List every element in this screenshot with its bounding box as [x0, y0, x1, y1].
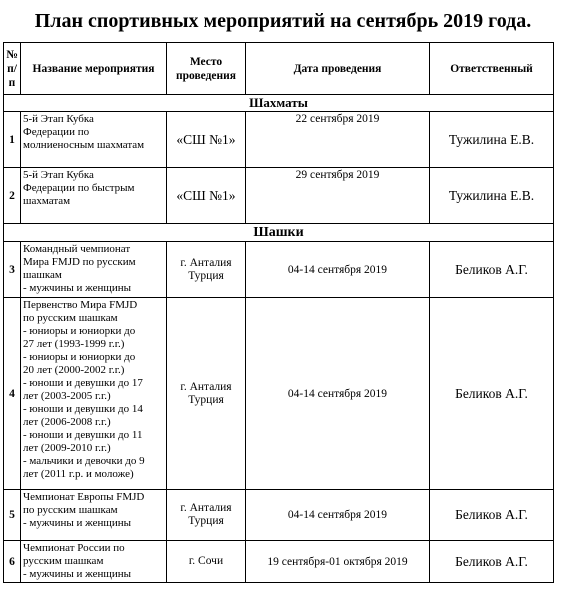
row-number: 3 [4, 242, 21, 298]
header-responsible: Ответственный [430, 43, 554, 95]
header-row [4, 43, 554, 95]
event-place-line: г. Сочи [188, 555, 224, 567]
event-place-line: Турция [188, 393, 224, 406]
event-date: 29 сентября 2019 [246, 168, 430, 224]
event-name-line: по русским шашкам [23, 504, 118, 516]
header-num-line: п [8, 76, 16, 89]
event-name-line: молниеносным шахматам [23, 139, 145, 151]
event-name-line: лет (2011 г.р. и моложе) [23, 468, 134, 480]
event-place-line: г. Анталия [180, 502, 232, 514]
header-place [167, 43, 246, 95]
event-name [21, 541, 167, 583]
header-num [4, 43, 21, 95]
header-date: Дата проведения [246, 43, 430, 95]
table-row [4, 168, 554, 224]
event-responsible: Тужилина Е.В. [430, 168, 554, 224]
header-place-line: проведения [175, 69, 237, 82]
event-name-line: - юниоры и юниорки до [23, 351, 136, 363]
event-place-line: Турция [188, 515, 224, 527]
event-place-line: г. Анталия [180, 256, 232, 269]
event-name-line: русским шашкам [23, 555, 104, 567]
header-name: Название мероприятия [21, 43, 167, 95]
event-date: 04-14 сентября 2019 [246, 298, 430, 490]
section-row [4, 95, 554, 112]
header-place-line: Место [189, 55, 223, 68]
section-title: Шахматы [4, 95, 554, 112]
event-name-line: - мужчины и женщины [23, 282, 131, 294]
event-name-line: Чемпионат России по [23, 542, 125, 554]
event-name-line: - юниоры и юниорки до [23, 325, 136, 337]
event-name [21, 168, 167, 224]
event-place-line: «СШ №1» [176, 132, 236, 147]
event-name-line: 27 лет (1993-1999 г.г.) [23, 338, 125, 350]
event-place [167, 168, 246, 224]
event-place-line: «СШ №1» [176, 188, 236, 203]
event-name [21, 490, 167, 541]
event-name-line: шахматам [23, 195, 71, 207]
page-title: План спортивных мероприятий на сентябрь 2019 года. [34, 10, 532, 32]
event-name-line: Мира FMJD по русским [23, 256, 136, 268]
row-number: 1 [4, 112, 21, 168]
event-name-line: Федерации по [23, 126, 90, 138]
event-date: 22 сентября 2019 [246, 112, 430, 168]
table-row [4, 490, 554, 541]
event-name-line: лет (2003-2005 г.г.) [23, 390, 111, 402]
event-name-line: 5-й Этап Кубка [23, 113, 94, 125]
event-place [167, 490, 246, 541]
event-name-line: - юноши и девушки до 11 [23, 429, 143, 441]
event-name-line: - юноши и девушки до 17 [23, 377, 143, 389]
header-num-line: № [6, 48, 18, 61]
event-place [167, 242, 246, 298]
event-name-line: 5-й Этап Кубка [23, 169, 94, 181]
event-place [167, 298, 246, 490]
event-name-line: Первенство Мира FMJD [23, 299, 138, 311]
event-name-line: 20 лет (2000-2002 г.г.) [23, 364, 125, 376]
section-row [4, 224, 554, 242]
event-place [167, 541, 246, 583]
row-number: 6 [4, 541, 21, 583]
event-name-line: шашкам [23, 269, 62, 281]
event-name [21, 242, 167, 298]
event-responsible: Беликов А.Г. [430, 298, 554, 490]
event-place-line: Турция [188, 269, 224, 282]
event-responsible: Беликов А.Г. [430, 242, 554, 298]
table-row [4, 242, 554, 298]
event-name-line: Федерации по быстрым [23, 182, 135, 194]
event-name-line: - мужчины и женщины [23, 568, 131, 580]
events-table [3, 42, 554, 583]
row-number: 2 [4, 168, 21, 224]
event-name-line: Командный чемпионат [23, 243, 131, 255]
event-date: 04-14 сентября 2019 [246, 490, 430, 541]
event-date: 19 сентября-01 октября 2019 [246, 541, 430, 583]
event-responsible: Беликов А.Г. [430, 541, 554, 583]
row-number: 4 [4, 298, 21, 490]
event-name-line: по русским шашкам [23, 312, 118, 324]
event-name-line: - мужчины и женщины [23, 517, 131, 529]
header-num-line: п/ [7, 62, 17, 75]
event-date: 04-14 сентября 2019 [246, 242, 430, 298]
event-name-line: Чемпионат Европы FMJD [23, 491, 145, 503]
table-row [4, 112, 554, 168]
row-number: 5 [4, 490, 21, 541]
event-place-line: г. Анталия [180, 380, 232, 393]
event-responsible: Тужилина Е.В. [430, 112, 554, 168]
event-responsible: Беликов А.Г. [430, 490, 554, 541]
event-name [21, 298, 167, 490]
event-name-line: лет (2006-2008 г.г.) [23, 416, 111, 428]
event-place [167, 112, 246, 168]
section-title: Шашки [4, 224, 554, 242]
event-name-line: - юноши и девушки до 14 [23, 403, 143, 415]
event-name-line: лет (2009-2010 г.г.) [23, 442, 111, 454]
table-row [4, 541, 554, 583]
event-name-line: - мальчики и девочки до 9 [23, 455, 145, 467]
event-name [21, 112, 167, 168]
table-row [4, 298, 554, 490]
